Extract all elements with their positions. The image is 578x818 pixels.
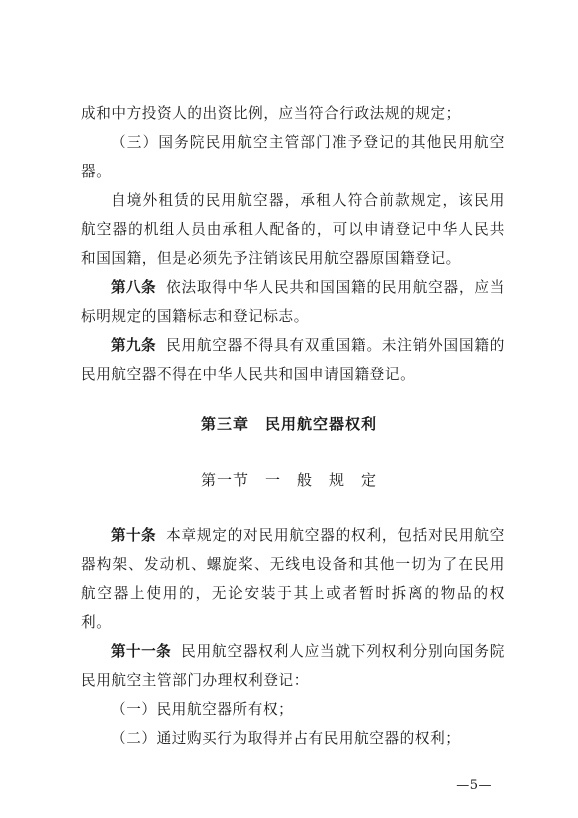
paragraph-text: （三）国务院民用航空主管部门准予登记的其他民用航空器。 [81, 134, 505, 180]
paragraph-text: 本章规定的对民用航空器的权利，包括对民用航空器构架、发动机、螺旋桨、无线电设备和其他一切为了在民用航空器上使用的，无论安装于其上或者暂时拆离的物品的权利。 [81, 527, 506, 631]
top-text-block [81, 99, 505, 389]
chapter-title: 第三章 民用航空器权利 [200, 415, 377, 433]
paragraph-text: 自境外租赁的民用航空器，承租人符合前款规定，该民用航空器的机组人员由承租人配备的，可以申请登记中华人民共和国国籍，但是必须先予注销该民用航空器原国籍登记。 [81, 192, 505, 267]
article-number: 第十一条 [111, 643, 172, 660]
paragraph-text: 依法取得中华人民共和国国籍的民用航空器，应当标明规定的国籍标志和登记标志。 [81, 279, 506, 325]
paragraph-continuation [81, 99, 505, 128]
section-title: 第一节 一 般 规 定 [200, 471, 377, 489]
article-11 [81, 637, 505, 695]
paragraph-text: 民用航空器权利人应当就下列权利分别向国务院民用航空主管部门办理权利登记： [81, 643, 505, 689]
paragraph-text: 成和中方投资人的出资比例，应当符合行政法规的规定； [81, 105, 461, 122]
article-number: 第九条 [111, 337, 157, 354]
article-8 [81, 273, 505, 331]
paragraph-item-three [81, 128, 505, 186]
page-number: —5— [456, 778, 492, 793]
bottom-text-block [81, 521, 505, 753]
article-9 [81, 331, 505, 389]
article-number: 第八条 [111, 279, 157, 296]
list-item-purchase-right [81, 724, 505, 753]
paragraph-text: （一）民用航空器所有权； [111, 701, 294, 718]
paragraph-leased-aircraft [81, 186, 505, 273]
paragraph-text: （二）通过购买行为取得并占有民用航空器的权利； [111, 730, 461, 747]
list-item-ownership [81, 695, 505, 724]
paragraph-text: 民用航空器不得具有双重国籍。未注销外国国籍的民用航空器不得在中华人民共和国申请国籍登记。 [81, 337, 506, 383]
article-10 [81, 521, 505, 637]
article-number: 第十条 [111, 527, 157, 544]
